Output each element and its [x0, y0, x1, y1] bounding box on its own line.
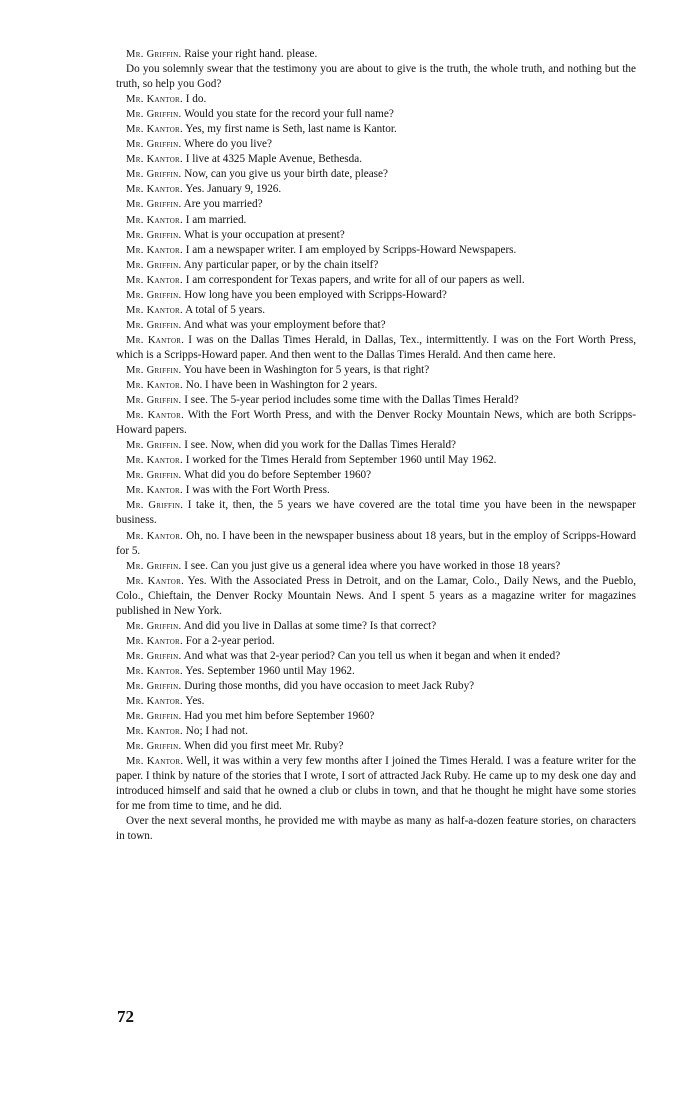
testimony-paragraph	[116, 709, 636, 724]
paragraph-text: I see. Can you just give us a general idea where you have worked in those 18 years?	[184, 559, 561, 572]
speaker-name: Mr. Kantor.	[126, 726, 183, 738]
paragraph-text: For a 2-year period.	[185, 634, 275, 647]
paragraph-text: Would you state for the record your full name?	[184, 108, 394, 121]
paragraph-text: No; I had not.	[185, 725, 248, 738]
testimony-paragraph	[116, 724, 636, 739]
paragraph-text: Any particular paper, or by the chain itself?	[183, 258, 379, 271]
paragraph-text: Oh, no. I have been in the newspaper business about 18 years, but in the employ of Scripps-Howard for 5.	[116, 529, 637, 557]
speaker-name: Mr. Kantor.	[126, 304, 183, 316]
paragraph-text: Yes. September 1960 until May 1962.	[185, 664, 355, 677]
speaker-name: Mr. Griffin.	[126, 199, 182, 211]
testimony-paragraph	[116, 498, 636, 528]
testimony-paragraph	[116, 814, 636, 844]
speaker-name: Mr. Griffin.	[126, 395, 182, 407]
testimony-paragraph	[116, 363, 636, 378]
paragraph-text: With the Fort Worth Press, and with the Denver Rocky Mountain News, which are both Scripps-Howard papers.	[116, 409, 636, 437]
speaker-name: Mr. Kantor.	[126, 410, 185, 422]
testimony-paragraph	[116, 107, 636, 122]
paragraph-text: You have been in Washington for 5 years, is that right?	[183, 363, 430, 376]
paragraph-text: I see. The 5-year period includes some time with the Dallas Times Herald?	[184, 394, 519, 407]
paragraph-text: Yes.	[185, 695, 205, 708]
testimony-paragraph	[116, 574, 636, 619]
speaker-name: Mr. Griffin.	[126, 259, 182, 271]
testimony-text	[116, 47, 636, 844]
paragraph-text: A total of 5 years.	[185, 303, 266, 316]
speaker-name: Mr. Kantor.	[126, 214, 183, 226]
paragraph-text: I was on the Dallas Times Herald, in Dallas, Tex., intermittently. I was on the Fort Worth Press, which is a Scripps-Howard paper. And then went to the Dallas Times Herald. And then came here.	[116, 333, 636, 361]
testimony-paragraph	[116, 378, 636, 393]
testimony-paragraph	[116, 438, 636, 453]
paragraph-text: Had you met him before September 1960?	[184, 710, 375, 723]
speaker-name: Mr. Kantor.	[126, 94, 183, 106]
paragraph-text: What did you do before September 1960?	[184, 469, 372, 482]
speaker-name: Mr. Kantor.	[126, 244, 183, 256]
testimony-paragraph	[116, 152, 636, 167]
testimony-paragraph	[116, 197, 636, 212]
speaker-name: Mr. Kantor.	[126, 455, 183, 467]
paragraph-text: I do.	[185, 93, 207, 106]
testimony-paragraph	[116, 182, 636, 197]
paragraph-text: I worked for the Times Herald from September 1960 until May 1962.	[185, 454, 497, 467]
testimony-paragraph	[116, 393, 636, 408]
testimony-paragraph	[116, 408, 636, 438]
speaker-name: Mr. Kantor.	[126, 575, 185, 587]
paragraph-text: Yes. With the Associated Press in Detroit, and on the Lamar, Colo., Daily News, and the Pueblo, Colo., Chieftain, the Denver Rocky Mountain News. And I spent 5 years as a magazine writer for magazines published in New York.	[116, 574, 637, 617]
speaker-name: Mr. Kantor.	[126, 530, 184, 542]
speaker-name: Mr. Kantor.	[126, 635, 183, 647]
paragraph-text: I live at 4325 Maple Avenue, Bethesda.	[185, 153, 363, 166]
testimony-paragraph	[116, 754, 636, 814]
speaker-name: Mr. Griffin.	[126, 741, 182, 753]
paragraph-text: Where do you live?	[184, 138, 272, 151]
speaker-name: Mr. Kantor.	[126, 334, 185, 346]
speaker-name: Mr. Griffin.	[126, 49, 182, 60]
paragraph-text: I am correspondent for Texas papers, and write for all of our papers as well.	[185, 273, 525, 286]
testimony-paragraph	[116, 694, 636, 709]
speaker-name: Mr. Kantor.	[126, 380, 183, 392]
testimony-paragraph	[116, 318, 636, 333]
testimony-paragraph	[116, 258, 636, 273]
testimony-paragraph	[116, 483, 636, 498]
paragraph-text: I was with the Fort Worth Press.	[185, 484, 330, 497]
speaker-name: Mr. Kantor.	[126, 274, 183, 286]
paragraph-text: What is your occupation at present?	[184, 228, 345, 241]
speaker-name: Mr. Griffin.	[126, 470, 182, 482]
paragraph-text: And did you live in Dallas at some time? Is that correct?	[183, 619, 437, 632]
paragraph-text: Over the next several months, he provided me with maybe as many as half-a-dozen feature stories, on characters in town.	[116, 815, 636, 843]
speaker-name: Mr. Griffin.	[126, 711, 182, 723]
testimony-paragraph	[116, 288, 636, 303]
speaker-name: Mr. Griffin.	[126, 229, 182, 241]
paragraph-text: Yes. January 9, 1926.	[185, 183, 282, 196]
speaker-name: Mr. Griffin.	[126, 680, 182, 692]
paragraph-text: Do you solemnly swear that the testimony you are about to give is the truth, the whole truth, and nothing but the truth, so help you God?	[116, 63, 636, 91]
testimony-paragraph	[116, 453, 636, 468]
speaker-name: Mr. Griffin.	[126, 109, 182, 121]
speaker-name: Mr. Kantor.	[126, 124, 183, 136]
paragraph-text: Raise your right hand. please.	[184, 48, 318, 60]
paragraph-text: Are you married?	[183, 198, 263, 211]
testimony-paragraph	[116, 333, 636, 363]
paragraph-text: I take it, then, the 5 years we have covered are the total time you have been in the newspaper business.	[116, 499, 636, 527]
testimony-paragraph	[116, 619, 636, 634]
speaker-name: Mr. Griffin.	[126, 560, 182, 572]
testimony-paragraph	[116, 529, 636, 559]
speaker-name: Mr. Griffin.	[126, 139, 182, 151]
paragraph-text: Well, it was within a very few months after I joined the Times Herald. I was a feature writer for the paper. I think by nature of the stories that I wrote, I sort of attracted Jack Ruby. He came up to my desk one day and introduced himself and said that he owned a club or clubs in town, and that he thought he might have some stories for me from time to time, and he did.	[116, 755, 636, 813]
speaker-name: Mr. Griffin.	[126, 319, 182, 331]
testimony-paragraph	[116, 739, 636, 754]
page-number: 72	[117, 1007, 134, 1026]
speaker-name: Mr. Griffin.	[126, 289, 182, 301]
speaker-name: Mr. Griffin.	[126, 364, 182, 376]
testimony-paragraph	[116, 167, 636, 182]
testimony-paragraph	[116, 303, 636, 318]
speaker-name: Mr. Kantor.	[126, 665, 183, 677]
testimony-paragraph	[116, 122, 636, 137]
paragraph-text: I see. Now, when did you work for the Dallas Times Herald?	[184, 439, 457, 452]
paragraph-text: I am married.	[185, 213, 247, 226]
speaker-name: Mr. Kantor.	[126, 756, 184, 768]
paragraph-text: I am a newspaper writer. I am employed by Scripps-Howard Newspapers.	[185, 243, 517, 256]
testimony-paragraph	[116, 664, 636, 679]
paragraph-text: No. I have been in Washington for 2 years.	[185, 379, 378, 392]
speaker-name: Mr. Kantor.	[126, 184, 183, 196]
testimony-paragraph	[116, 47, 636, 62]
speaker-name: Mr. Griffin.	[126, 169, 182, 181]
testimony-paragraph	[116, 679, 636, 694]
speaker-name: Mr. Kantor.	[126, 154, 183, 166]
speaker-name: Mr. Griffin.	[126, 440, 182, 452]
document-page	[116, 47, 636, 844]
testimony-paragraph	[116, 559, 636, 574]
paragraph-text: When did you first meet Mr. Ruby?	[184, 740, 344, 753]
speaker-name: Mr. Griffin.	[126, 620, 182, 632]
testimony-paragraph	[116, 243, 636, 258]
testimony-paragraph	[116, 228, 636, 243]
paragraph-text: Now, can you give us your birth date, please?	[184, 168, 388, 181]
testimony-paragraph	[116, 213, 636, 228]
paragraph-text: How long have you been employed with Scripps-Howard?	[184, 288, 447, 301]
speaker-name: Mr. Kantor.	[126, 696, 183, 708]
testimony-paragraph	[116, 273, 636, 288]
testimony-paragraph	[116, 634, 636, 649]
testimony-paragraph	[116, 62, 636, 92]
paragraph-text: Yes, my first name is Seth, last name is Kantor.	[185, 123, 397, 136]
testimony-paragraph	[116, 92, 636, 107]
paragraph-text: And what was your employment before that?	[183, 318, 386, 331]
testimony-paragraph	[116, 468, 636, 483]
testimony-paragraph	[116, 137, 636, 152]
paragraph-text: And what was that 2-year period? Can you tell us when it began and when it ended?	[183, 649, 561, 662]
speaker-name: Mr. Kantor.	[126, 485, 183, 497]
speaker-name: Mr. Griffin.	[126, 650, 182, 662]
speaker-name: Mr. Griffin.	[126, 500, 184, 512]
testimony-paragraph	[116, 649, 636, 664]
paragraph-text: During those months, did you have occasion to meet Jack Ruby?	[184, 679, 475, 692]
